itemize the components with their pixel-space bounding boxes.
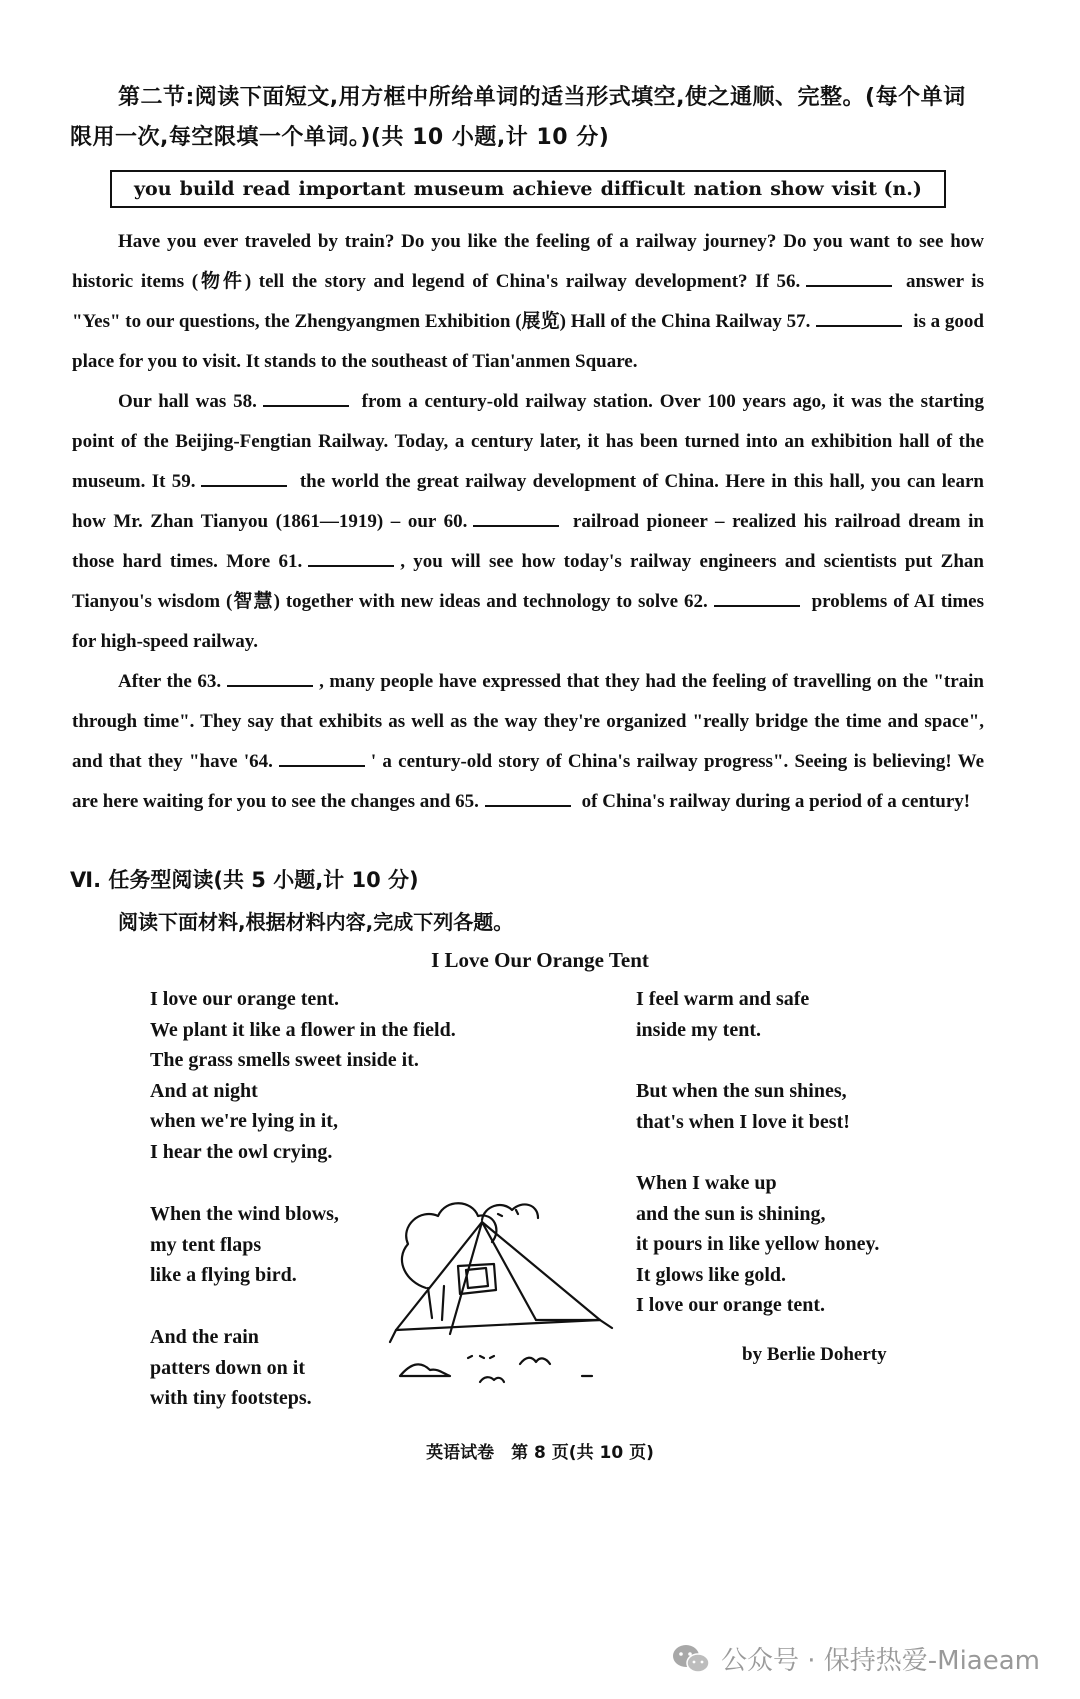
wechat-icon [671,1642,711,1676]
word-bank-item: nation [693,178,763,200]
passage-text: from a century-old railway station. Over 100 years ago, it was the starting point of the Beijing-Fengtian Railway. Today, a century later, it has been turned into an exhibition hall of the museum. It 59. [72,391,984,492]
blank-63[interactable] [227,665,313,687]
poem-line: And at night [150,1079,258,1102]
page-footer: 英语试卷 第 8 页(共 10 页) [426,1443,654,1463]
poem-line: I hear the owl crying. [150,1140,333,1163]
part6-heading: Ⅵ. 任务型阅读(共 5 小题,计 10 分) [70,868,419,892]
blank-61[interactable] [308,545,394,567]
poem-line: with tiny footsteps. [150,1387,312,1409]
poem-line: it pours in like yellow honey. [636,1233,880,1255]
word-bank-item: you [134,178,172,200]
poem-line: I feel warm and safe [636,988,810,1010]
passage-text: After the 63. [118,671,222,692]
poem-line: my tent flaps [150,1233,262,1256]
passage-text: problems of AI times for high-speed railway. [72,591,985,652]
word-bank-item: read [242,178,291,200]
blank-64[interactable] [279,745,365,767]
word-bank-item: achieve [512,178,593,200]
passage-paragraph-3 [72,662,984,822]
poem-line: I love our orange tent. [636,1294,826,1316]
section2-heading-line2: 限用一次,每空限填一个单词。)(共 10 小题,计 10 分) [70,125,610,150]
passage-text: is a good place for you to visit. It stands to the southeast of Tian'anmen Square. [72,311,985,372]
poem-stanza-2 [150,1199,339,1291]
poem-line: and the sun is shining, [636,1202,826,1225]
poem-line: patters down on it [150,1356,306,1379]
passage-text: answer is "Yes" to our questions, the Zhengyangmen Exhibition (展览) Hall of the China Railway 57. [72,271,984,332]
poem-line: When the wind blows, [150,1203,339,1225]
poem-line: like a flying bird. [150,1264,297,1286]
poem-line: that's when I love it best! [636,1110,850,1133]
cloze-passage [72,222,984,822]
passage-text: railroad pioneer – realized his railroad dream in those hard times. More 61. [72,511,984,572]
poem-stanza-5 [636,1076,850,1137]
passage-paragraph-2 [72,382,984,662]
poem-line: The grass smells sweet inside it. [150,1049,419,1071]
poem-line: It glows like gold. [636,1263,787,1286]
poem-title: I Love Our Orange Tent [431,948,649,972]
poem-author: by Berlie Doherty [742,1344,887,1365]
poem-line: I love our orange tent. [150,988,340,1010]
watermark-text: 公众号 · 保持热爱-Miaeam [720,1646,1040,1676]
passage-text: , many people have expressed that they had the feeling of travelling on the "train through time". They say that exhibits as well as the way they're organized "really bridge the time and space", and that they "have '64. [72,671,984,772]
word-bank-item: build [179,178,235,200]
poem-line: And the rain [150,1326,259,1348]
blank-65[interactable] [485,785,571,807]
blank-60[interactable] [473,505,559,527]
passage-text: Have you ever traveled by train? Do you like the feeling of a railway journey? Do you want to see how historic items (物件) tell the story and legend of China's railway development? If 56. [72,231,984,292]
blank-56[interactable] [806,265,892,287]
poem-line: When I wake up [636,1172,777,1194]
poem-stanza-4 [636,984,809,1045]
blank-62[interactable] [714,585,800,607]
word-bank-box [110,170,946,208]
part6-instruction: 阅读下面材料,根据材料内容,完成下列各题。 [118,910,514,934]
passage-text: , you will see how today's railway engineers and scientists put Zhan Tianyou's wisdom (智慧) together with new ideas and technology to solve 62. [72,551,984,612]
word-bank-item: visit (n.) [831,178,922,200]
tent-illustration [386,1170,626,1390]
passage-paragraph-1 [72,222,984,382]
section2-heading-line1: 第二节:阅读下面短文,用方框中所给单词的适当形式填空,使之通顺、完整。(每个单词 [118,85,966,110]
blank-59[interactable] [201,465,287,487]
section2-heading [70,78,1010,158]
poem-line: But when the sun shines, [636,1080,847,1102]
poem-line: inside my tent. [636,1018,761,1041]
word-bank-item: important [298,178,406,200]
word-bank-item: museum [413,178,505,200]
passage-text: ' a century-old story of China's railway progress". Seeing is believing! We are here waiting for you to see the changes and 65. [72,751,984,812]
poem-line: We plant it like a flower in the field. [150,1018,456,1041]
passage-text: of China's railway during a period of a century! [581,791,971,812]
poem-stanza-3 [150,1322,312,1414]
poem-stanza-1 [150,984,456,1167]
watermark [671,1640,1040,1677]
word-bank-item: difficult [600,178,686,200]
passage-text: Our hall was 58. [118,391,257,412]
blank-58[interactable] [263,385,349,407]
poem-line: when we're lying in it, [150,1110,338,1132]
passage-text: the world the great railway development of China. Here in this hall, you can learn how Mr. Zhan Tianyou (1861—1919) – our 60. [72,471,984,532]
blank-57[interactable] [816,305,902,327]
word-bank-item: show [770,178,824,200]
poem-stanza-6 [636,1168,879,1321]
